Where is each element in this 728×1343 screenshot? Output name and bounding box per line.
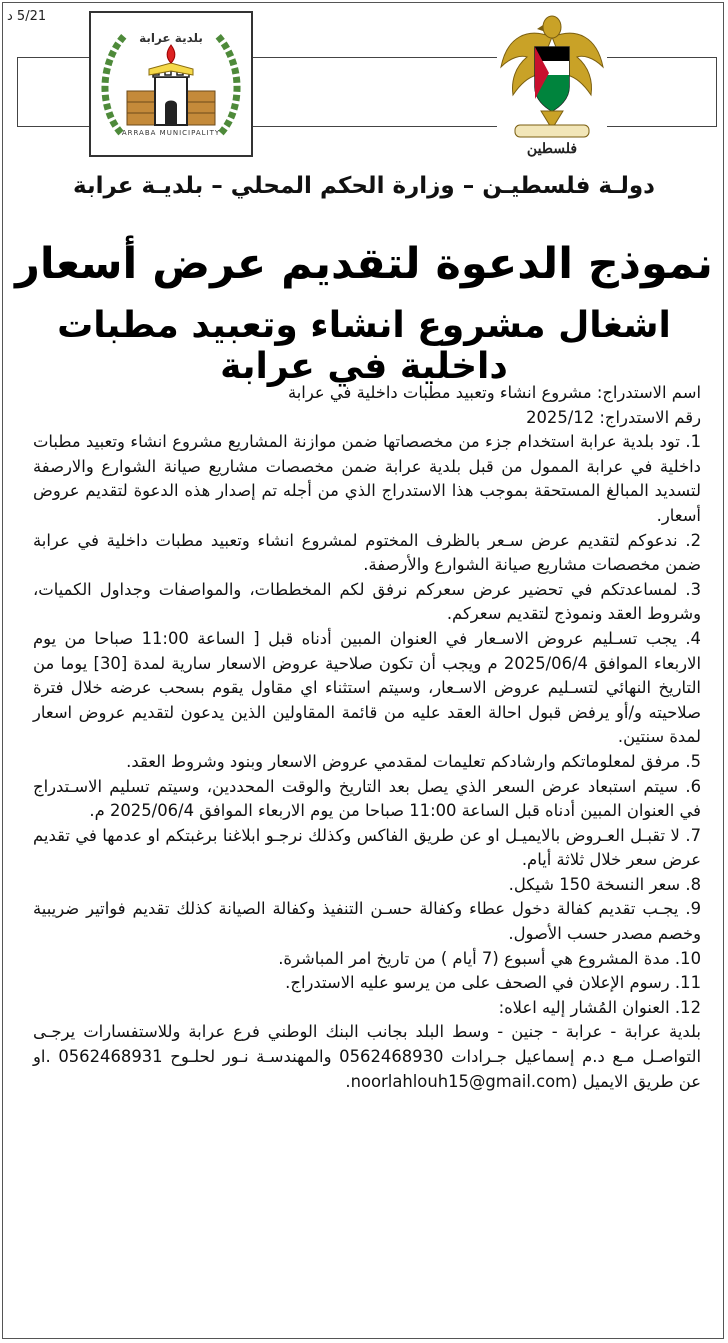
project-name: اسم الاستدراج: مشروع انشاء وتعبيد مطبات داخلية في عرابة [287,383,701,402]
emblem-caption: فلسطين [526,141,578,157]
list-item: 9. يجـب تقديم كفالة دخول عطاء وكفالة حسـن التنفيذ وكفالة الصيانة كذلك تقديم فواتير ضريبية وخصم مصدر حسب الأصول. [33,899,701,944]
list-item: 2. ندعوكم لتقديم عرض سـعر بالظرف المختوم لمشروع انشاء وتعبيد مطبات داخلية في عرابة ضمن مخصصات مشاريع صيانة الشوارع والأرصفة. [33,530,701,575]
list-item: 1. تود بلدية عرابة استخدام جزء من مخصصاتها ضمن موازنة المشاريع مشروع انشاء وتعبيد مطبات داخلية في عرابة الممول من قبل بلدية عرابة ضمن مخصصات مشاريع صيانة الشوارع والارصفة لتسديد المبالغ المستحقة بموجب هذا الاستدراج الذي من أجله تم إصدار هذه الدعوة لتقديم عروض أسعار. [33,432,701,525]
logo-arabic-text: بلدية عرابة [139,31,203,45]
municipality-logo [89,11,253,157]
list-item: 8. سعر النسخة 150 شيكل. [508,874,701,894]
reference-number: 5/21 د [7,9,47,24]
list-item: 10. مدة المشروع هي أسبوع (7 أيام ) من تاريخ امر المباشرة. [278,948,701,968]
list-item: 4. يجب تسـليم عروض الاسـعار في العنوان المبين أدناه قبل [ الساعة 11:00 صباحا من يوم الاربعاء الموافق 2025/06/4 م ويجب أن تكون صلاحية عروض الاسعار سارية لمدة [30] يوما من التاريخ النهائي لتسـليم عروض الاسـعار، وسيتم استثناء اي مقاول يقوم بسحب عرضه خلال فترة صلاحيته و/أو يرفض قبول احالة العقد عليه من قائمة المقاولين الذين يدعون لتقديم عروض اسعار لمدة سنتين. [33,628,701,747]
palestine-eagle-emblem-icon [497,7,607,141]
contact-address: بلدية عرابة - عرابة - جنين - وسط البلد بجانب البنك الوطني فرع عرابة وللاستفسارات يرجـى التواصـل مـع د.م إسماعيل جـرادات 0562468930 والمهندسـة نـور لحلـوح 0562468931 .او عن طريق الايميل (noorlahlouh15@gmail.com. [33,1022,702,1091]
list-item: 6. سيتم استبعاد عرض السعر الذي يصل بعد التاريخ والوقت المحددين، وسيتم تسليم الاسـتدراج في العنوان المبين أدناه قبل الساعة 11:00 صباحا من يوم الاربعاء الموافق 2025/06/4 م. [33,776,701,821]
government-line: دولـة فلسطيـن – وزارة الحكم المحلي – بلديـة عرابة [73,173,655,199]
list-item: 12. العنوان المُشار إليه اعلاه: [498,997,701,1017]
page-title: نموذج الدعوة لتقديم عرض أسعار [15,239,713,289]
page-subtitle: اشغال مشروع انشاء وتعبيد مطبات داخلية في عرابة [57,305,671,387]
logo-english-text: ARRABA MUNICIPALITY [121,129,221,137]
palestine-emblem [497,7,607,163]
announcement-body [33,381,701,1094]
project-number: رقم الاستدراج: 2025/12 [526,407,701,427]
list-item: 5. مرفق لمعلوماتكم وارشادكم تعليمات لمقدمي عروض الاسعار وبنود وشروط العقد. [126,751,701,771]
list-item: 11. رسوم الإعلان في الصحف على من يرسو عليه الاستدراج. [285,973,701,993]
list-item: 7. لا تقبـل العـروض بالايميـل او عن طريق الفاكس وكذلك نرجـو ابلاغنا برغبتكم او عدمها في تقديم عرض سعر خلال ثلاثة أيام. [33,825,701,870]
advertisement-page [2,2,724,1339]
list-item: 3. لمساعدتكم في تحضير عرض سعركم نرفق لكم المخططات، والمواصفات وجداول الكميات، وشروط العقد ونموذج لتقديم سعركم. [33,579,701,624]
